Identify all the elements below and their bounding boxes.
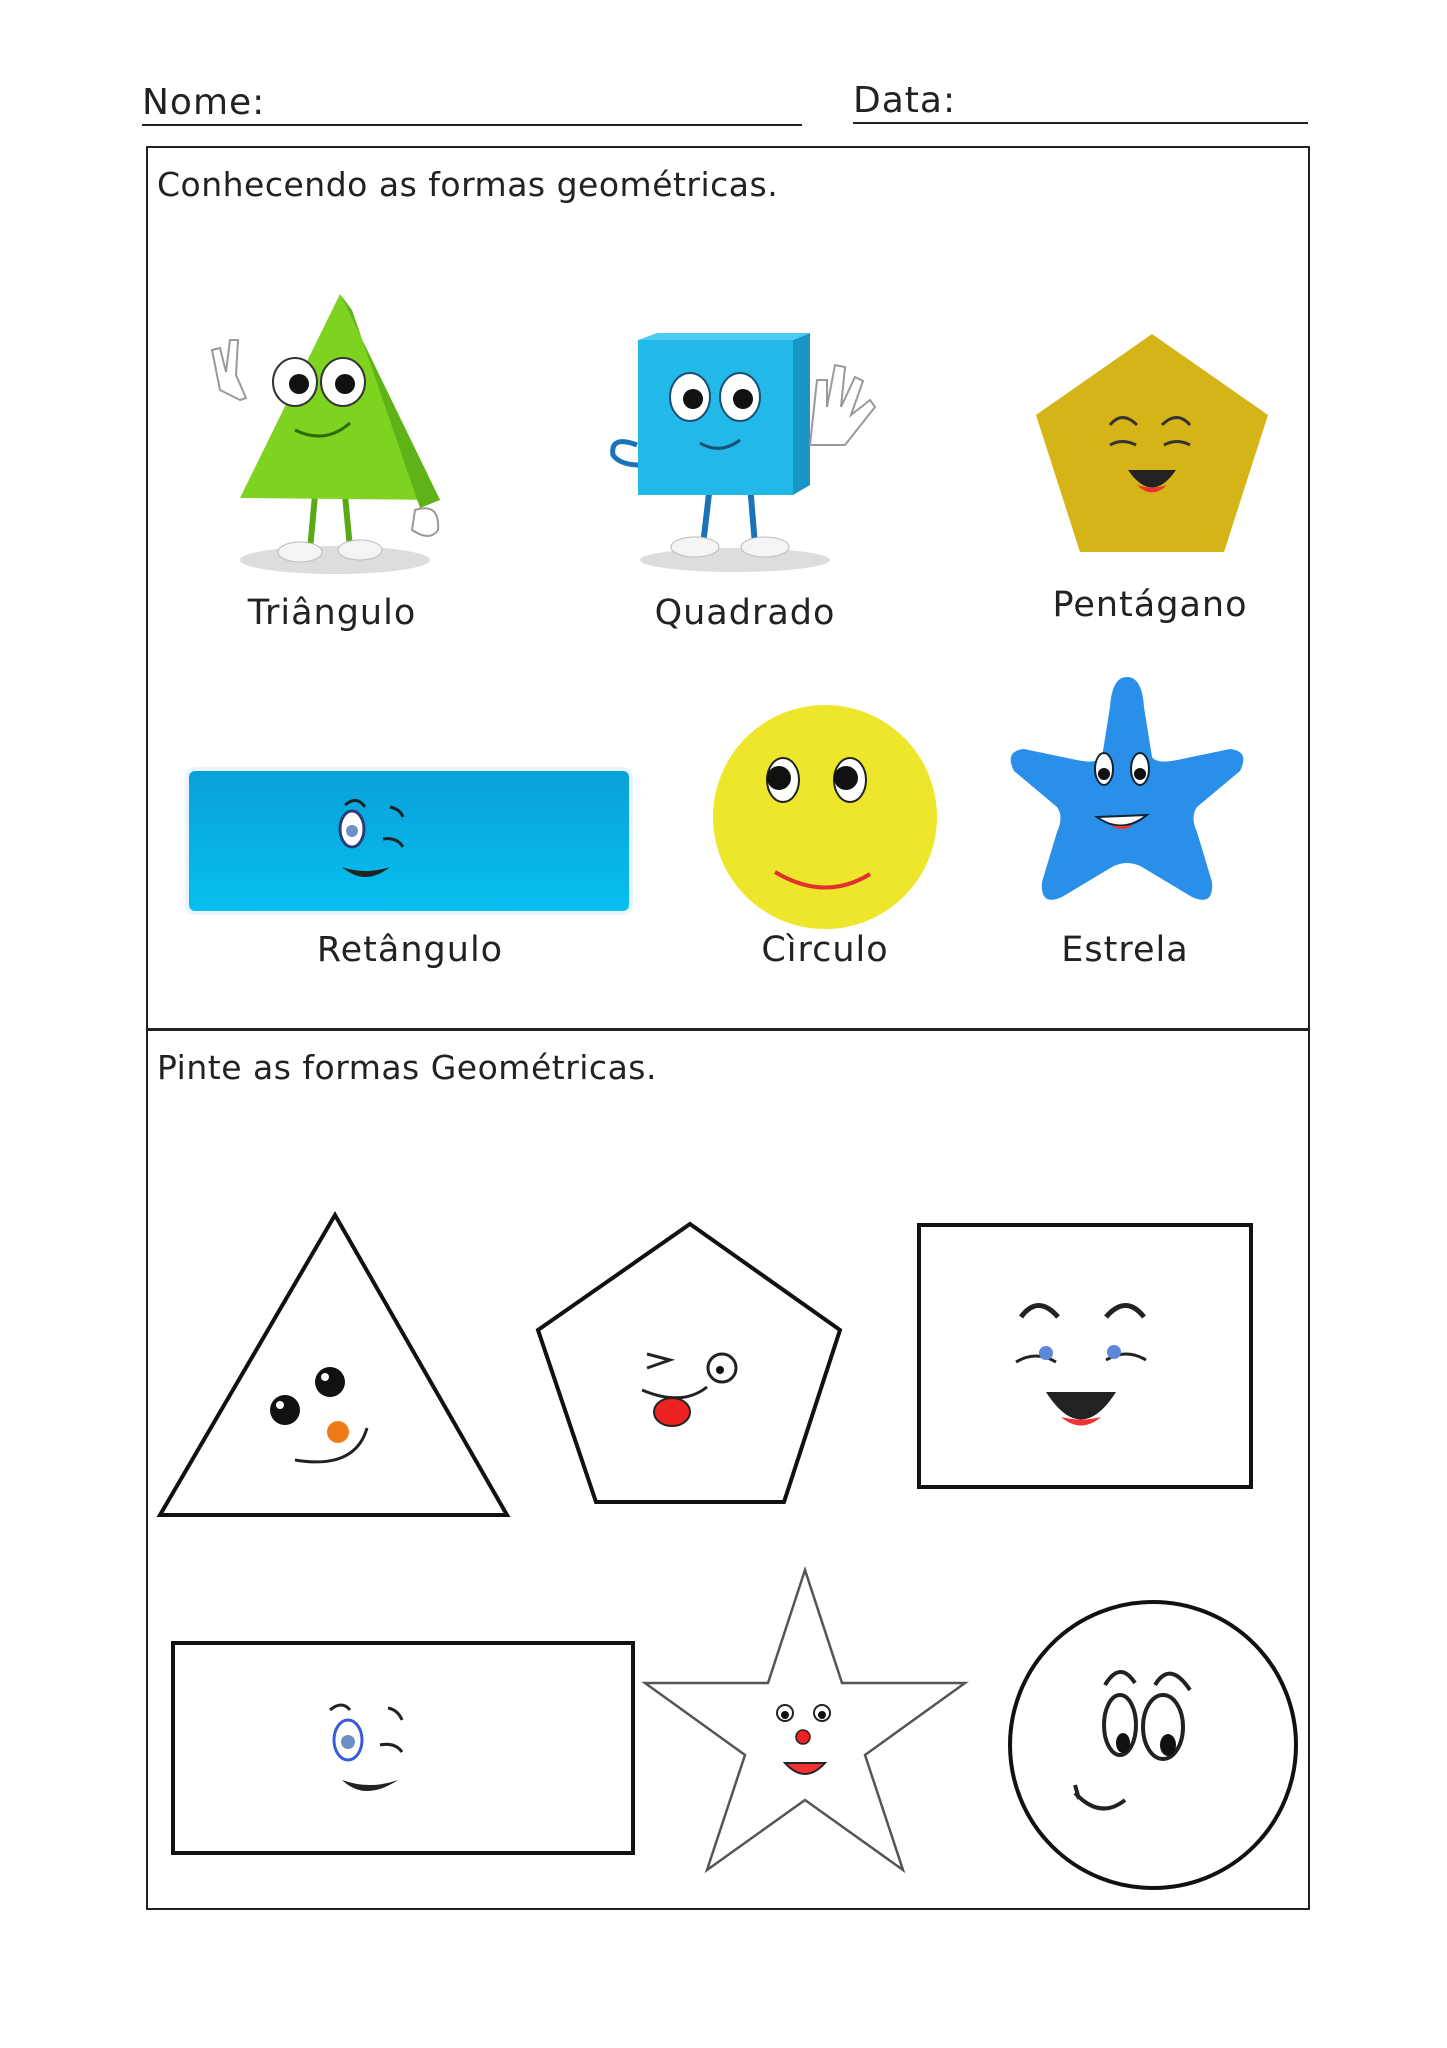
coloring-circle-icon[interactable] [1005,1595,1305,1895]
section1-title: Conhecendo as formas geométricas. [157,165,779,204]
circle-character-icon [710,702,940,932]
shape-label-rectangle: Retângulo [316,930,504,970]
date-label: Data: [853,80,957,121]
shape-label-pentagon: Pentágano [1052,585,1248,625]
section-divider [146,1028,1310,1031]
rectangle-character-icon [185,767,635,917]
section2-title: Pinte as formas Geométricas. [157,1048,657,1087]
name-field[interactable] [142,124,802,126]
coloring-star-icon[interactable] [640,1565,970,1885]
coloring-pentagon-icon[interactable] [532,1222,852,1512]
coloring-triangle-icon[interactable] [155,1210,515,1530]
shape-label-circle: Cìrculo [761,930,889,970]
square-character-icon [605,315,905,575]
shape-label-star: Estrela [1061,930,1189,970]
coloring-rectangle-1-icon[interactable] [916,1222,1256,1492]
coloring-rectangle-2-icon[interactable] [170,1640,640,1860]
triangle-character-icon [200,280,460,580]
date-field[interactable] [853,122,1308,124]
name-label: Nome: [142,82,266,123]
shape-label-square: Quadrado [654,593,836,633]
star-character-icon [1002,667,1252,907]
shape-label-triangle: Triângulo [247,593,417,633]
pentagon-character-icon [1032,330,1272,560]
